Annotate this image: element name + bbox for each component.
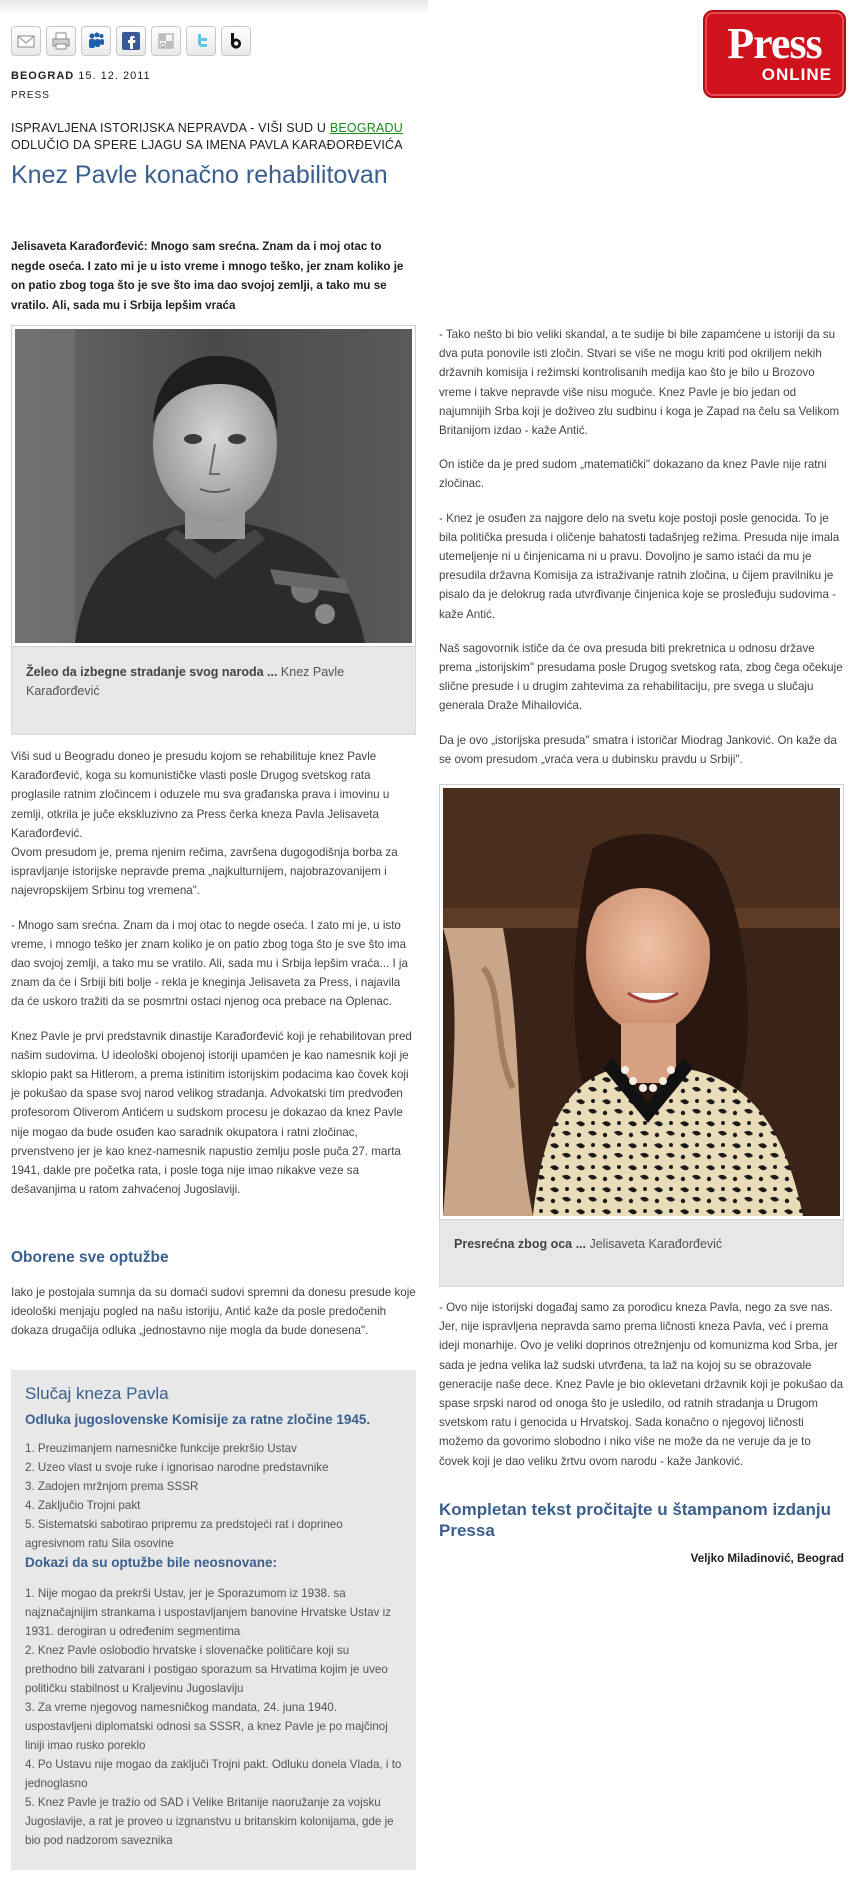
sidebox-heading-evidence: Dokazi da su optužbe bile neosnovane: bbox=[25, 1555, 278, 1570]
subhead-paragraph bbox=[11, 1283, 416, 1356]
right-paragraph: - Knez je osuđen za najgore delo na svetu koje postoji posle genocida. To je bila politička presuda i oličenje bahatosti tadašnjeg režima. Presuda nije imala utemeljenje ni u činjenicama ni u pravu. Dovoljno je samo istaći da mu je presudila državna Komisija za istraživanje ratnih zločina, u čijem pravilniku je pisalo da je delokrug rada utvrđivanje činjenica koje se prosleđuju sudovima - kaže Antić. bbox=[439, 511, 840, 621]
article-source: PRESS bbox=[11, 90, 50, 101]
photo1-caption-title: Želeo da izbegne stradanje svog naroda ... bbox=[26, 665, 278, 679]
list-item: 4. Po Ustavu nije mogao da zaključi Trojni pakt. Odluku donela Vlada, i to jednoglasno bbox=[25, 1758, 402, 1790]
photo2-caption-title: Presrećna zbog oca ... bbox=[454, 1237, 586, 1251]
print-icon[interactable] bbox=[46, 26, 76, 56]
portrait-jelisaveta-image bbox=[443, 788, 840, 1216]
sidebox-title: Slučaj kneza Pavla bbox=[25, 1384, 169, 1403]
case-sidebox bbox=[11, 1370, 416, 1870]
left-paragraph: - Mnogo sam srećna. Znam da i moj otac to negde oseća. I zato mi je, u isto vreme, i mnogo teško jer znam koliko je on patio zbog toga što je sve što ima dao svojoj zemlji, a tako mu se vratilo. Ali, sada mu i Srbija lepšim vraća... I ja znam da će i Srbiji biti bolje - rekla je kneginja Jelisaveta za Press, i najavila da će uskoro tražiti da se posmrtni ostaci njenog oca prebace na Oplenac. bbox=[11, 918, 408, 1009]
right-paragraph: - Tako nešto bi bio veliki skandal, a te sudije bi bile zapamćene u istoriji da su dva puta ponovile isti zločin. Stvari se više ne mogu kriti pod okriljem nekih državnih komisija i režimski kontrolisanih medija kao što je bilo u Brozovo vreme i takve nepravde više nisu moguće. Knez Pavle je bio jedan od najumnijih Srba koji je doživeo zlu sudbinu i koga je Zapad na čelu sa Velikom Britanijom izdao - kaže Antić. bbox=[439, 328, 840, 438]
supertitle-text: ISPRAVLJENA ISTORIJSKA NEPRAVDA - VIŠI SUD U bbox=[11, 121, 330, 135]
photo1-frame[interactable] bbox=[11, 325, 416, 647]
right-paragraph: Da je ovo „istorijska presuda" smatra i istoričar Miodrag Janković. On kaže da se ovom presudom „vraća vera u dubinsku pravdu u Srbiji". bbox=[439, 733, 837, 766]
left-column-text bbox=[11, 747, 416, 1214]
top-shade bbox=[0, 0, 428, 14]
photo2-frame[interactable] bbox=[439, 784, 844, 1220]
list-item: 3. Za vreme njegovog namesničkog mandata, 24. juna 1940. uspostavljeni diplomatski odnosi sa SSSR, a knez Pavle je po majčinoj liniji imao rusko poreklo bbox=[25, 1701, 388, 1752]
dateline-city: BEOGRAD bbox=[11, 70, 75, 82]
myspace-share-icon[interactable] bbox=[81, 26, 111, 56]
print-edition-link[interactable]: Kompletan tekst pročitajte u štampanom izdanju Pressa bbox=[439, 1500, 832, 1540]
decision-list bbox=[25, 1439, 404, 1553]
portrait-knez-pavle-image bbox=[15, 329, 412, 643]
list-item: 2. Uzeo vlast u svoje ruke i ignorisao narodne predstavnike bbox=[25, 1461, 329, 1474]
article-lead: Jelisaveta Karađorđević: Mnogo sam srećna. Znam da i moj otac to negde oseća. I zato mi je u isto vreme i mnogo teško, jer znam koliko je on patio zbog toga što je sve što ima dao svojoj zemlji, a tako mu se vratilo. Ali, sada mu i Srbija lepšim vraća bbox=[11, 240, 404, 312]
list-item: 4. Zaključio Trojni pakt bbox=[25, 1499, 141, 1512]
twitter-share-icon[interactable] bbox=[186, 26, 216, 56]
left-paragraph: Iako je postojala sumnja da su domaći sudovi spremni da donesu presude koje ideološki menjaju pogled na našu istoriju, Antić kaže da posle predočenih dokaza drugačija odluka „jednostavno nije mogla da bude donesena". bbox=[11, 1286, 416, 1338]
dateline bbox=[11, 70, 151, 82]
logo-press-text: Press bbox=[727, 19, 822, 68]
press-online-logo[interactable] bbox=[703, 10, 846, 98]
logo-online-text: ONLINE bbox=[761, 65, 832, 84]
bookmark-b-icon[interactable] bbox=[221, 26, 251, 56]
subhead-oborene: Oborene sve optužbe bbox=[11, 1249, 169, 1266]
sidebox-heading-decision: Odluka jugoslovenske Komisije za ratne zločine 1945. bbox=[25, 1412, 371, 1427]
dateline-date: 15. 12. 2011 bbox=[78, 70, 151, 82]
beograd-link[interactable]: BEOGRADU bbox=[329, 121, 403, 135]
article-author: Veljko Miladinović, Beograd bbox=[690, 1552, 844, 1565]
photo2-caption-credit: Jelisaveta Karađorđević bbox=[586, 1237, 723, 1251]
right-paragraph: Naš sagovornik ističe da će ova presuda biti prekretnica u odnosu države prema „istorijskim" presudama posle Drugog svetskog rata, zbog čega očekuje slične presude i u drugim zahtevima za rehabilitaciju, pre svega u slučaju generala Draže Mihailovića. bbox=[439, 641, 843, 713]
evidence-list bbox=[25, 1584, 404, 1850]
right-column-text-after-photo bbox=[439, 1298, 844, 1486]
share-toolbar bbox=[11, 26, 251, 56]
email-share-icon[interactable] bbox=[11, 26, 41, 56]
right-paragraph: - Ovo nije istorijski događaj samo za porodicu kneza Pavla, nego za sve nas. Jer, nije ispravljena nepravda samo prema ličnosti kneza Pavla, već i prema ideji monarhije. Ovo je veliki doprinos otrežnjenju od komunizma kod Srba, jer sada je jedna velika laž sudski utvrđena, ta laž na kojoj su se obrazovale generacije naše dece. Knez Pavle je bio oklevetani državnik koji je pokušao da spase srpski narod od onoga što je usledilo, od ratnih stradanja u Drugom svetskom ratu i genocida u Hrvatskoj. Sada konačno o njegovoj ličnosti možemo da govorimo slobodno i niko više ne može da ne veruje da je to čovek koji je dao veliku žrtvu ovom narodu - kaže Janković. bbox=[439, 1301, 844, 1468]
right-column-text bbox=[439, 325, 844, 784]
list-item: 5. Knez Pavle je tražio od SAD i Velike Britanije naoružanje za vojsku Jugoslavije, a rat je proveo u izgnanstvu u britanskim kolonijama, gde je bio pod nadzorom saveznika bbox=[25, 1796, 394, 1847]
list-item: 3. Zadojen mržnjom prema SSSR bbox=[25, 1480, 199, 1493]
left-paragraph: Ovom presudom je, prema njenim rečima, završena dugogodišnja borba za ispravljanje istorijske nepravde prema „najkulturnijem, najobrazovanijem i najevropskijem Srbinu tog vremena". bbox=[11, 846, 398, 898]
photo1-caption-credit: Knez Pavle Karađorđević bbox=[26, 665, 345, 698]
photo2-caption bbox=[454, 1235, 824, 1254]
list-item: 5. Sistematski sabotirao pripremu za predstojeći rat i doprineo agresivnom ratu Sila osovine bbox=[25, 1518, 343, 1550]
list-item: 1. Preuzimanjem namesničke funkcije prekršio Ustav bbox=[25, 1442, 297, 1455]
article-supertitle bbox=[11, 120, 411, 154]
delicious-share-icon[interactable] bbox=[151, 26, 181, 56]
left-paragraph: Viši sud u Beogradu doneo je presudu kojom se rehabilituje knez Pavle Karađorđević, koga su komunističke vlasti posle Drugog svetskog rata proglasile ratnim zločincem i oduzele mu sva građanska prava i imovinu u zemlji, otkrila je juče ekskluzivno za Press čerka kneza Pavla Jelisaveta Karađorđević. bbox=[11, 750, 390, 840]
supertitle-text-line2: ODLUČIO DA SPERE LJAGU SA IMENA PAVLA KARAĐORĐEVIĆA bbox=[11, 138, 403, 152]
facebook-share-icon[interactable] bbox=[116, 26, 146, 56]
photo1-caption bbox=[26, 663, 396, 701]
article-headline: Knez Pavle konačno rehabilitovan bbox=[11, 161, 388, 189]
right-paragraph: On ističe da je pred sudom „matematički" dokazano da knez Pavle nije ratni zločinac. bbox=[439, 458, 827, 491]
list-item: 2. Knez Pavle oslobodio hrvatske i slovenačke političare koji su prethodno bili zatvarani i postigao sporazum sa Hrvatima kojim je uveo političku stabilnost u Kraljevinu Jugoslaviju bbox=[25, 1644, 388, 1695]
left-paragraph: Knez Pavle je prvi predstavnik dinastije Karađorđević koji je rehabilitovan pred našim sudovima. U ideološki obojenoj istoriji upamćen je kao namesnik koji je sklopio pakt sa Hitlerom, a prema istinitim istorijskim podacima kao čovek koji je pokušao da spase svoj narod velikog stradanja. Advokatski tim predvođen profesorom Oliverom Antićem u sudskom procesu je dokazao da knez Pavle nije mogao da bude osuđen kao saradnik okupatora i ratni zločinac, prvenstveno jer je kao knez-namesnik napustio zemlju posle puča 27. marta 1941, dakle pre početka rata, i posle toga nije imao nikakve veze sa dešavanjima u ratom zahvaćenoj Jugoslaviji. bbox=[11, 1029, 412, 1197]
list-item: 1. Nije mogao da prekrši Ustav, jer je Sporazumom iz 1938. sa najznačajnijim strankama i uspostavljanjem banovine Hrvatske Ustav iz 1931. derogiran u određenim segmentima bbox=[25, 1587, 392, 1638]
